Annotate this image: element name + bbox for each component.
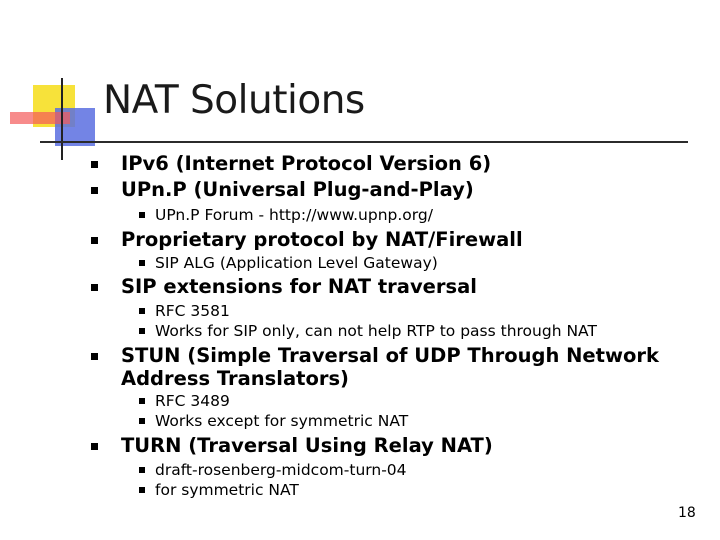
page-number: 18 [678,505,696,521]
bullet-stun-line2: Address Translators) [121,367,349,390]
sub-bullet-marker [139,308,145,314]
bullet-marker [91,187,98,194]
bullet-sip-extensions: SIP extensions for NAT traversal [121,275,477,298]
bullet-proprietary: Proprietary protocol by NAT/Firewall [121,228,523,251]
sub-bullet-marker [139,212,145,218]
sub-bullet-marker [139,418,145,424]
sub-bullet-marker [139,467,145,473]
sub-bullet-marker [139,260,145,266]
bullet-turn: TURN (Traversal Using Relay NAT) [121,434,493,457]
bullet-marker [91,443,98,450]
sub-bullet-turn-draft: draft-rosenberg-midcom-turn-04 [155,461,407,479]
bullet-marker [91,161,98,168]
bullet-ipv6: IPv6 (Internet Protocol Version 6) [121,152,492,175]
bullet-marker [91,284,98,291]
bullet-stun-line1: STUN (Simple Traversal of UDP Through Network [121,344,659,367]
sub-bullet-marker [139,328,145,334]
sub-bullet-marker [139,398,145,404]
sub-bullet-upnp-forum: UPn.P Forum - http://www.upnp.org/ [155,206,433,224]
slide-title: NAT Solutions [103,78,365,123]
sub-bullet-rfc3489: RFC 3489 [155,392,230,410]
bullet-marker [91,353,98,360]
sub-bullet-symmetric-nat: for symmetric NAT [155,481,299,499]
sub-bullet-sip-alg: SIP ALG (Application Level Gateway) [155,254,438,272]
bullet-upnp: UPn.P (Universal Plug-and-Play) [121,178,474,201]
sub-bullet-symmetric-except: Works except for symmetric NAT [155,412,409,430]
bullet-marker [91,237,98,244]
sub-bullet-sip-only: Works for SIP only, can not help RTP to pass through NAT [155,322,597,340]
sub-bullet-marker [139,487,145,493]
sub-bullet-rfc3581: RFC 3581 [155,302,230,320]
